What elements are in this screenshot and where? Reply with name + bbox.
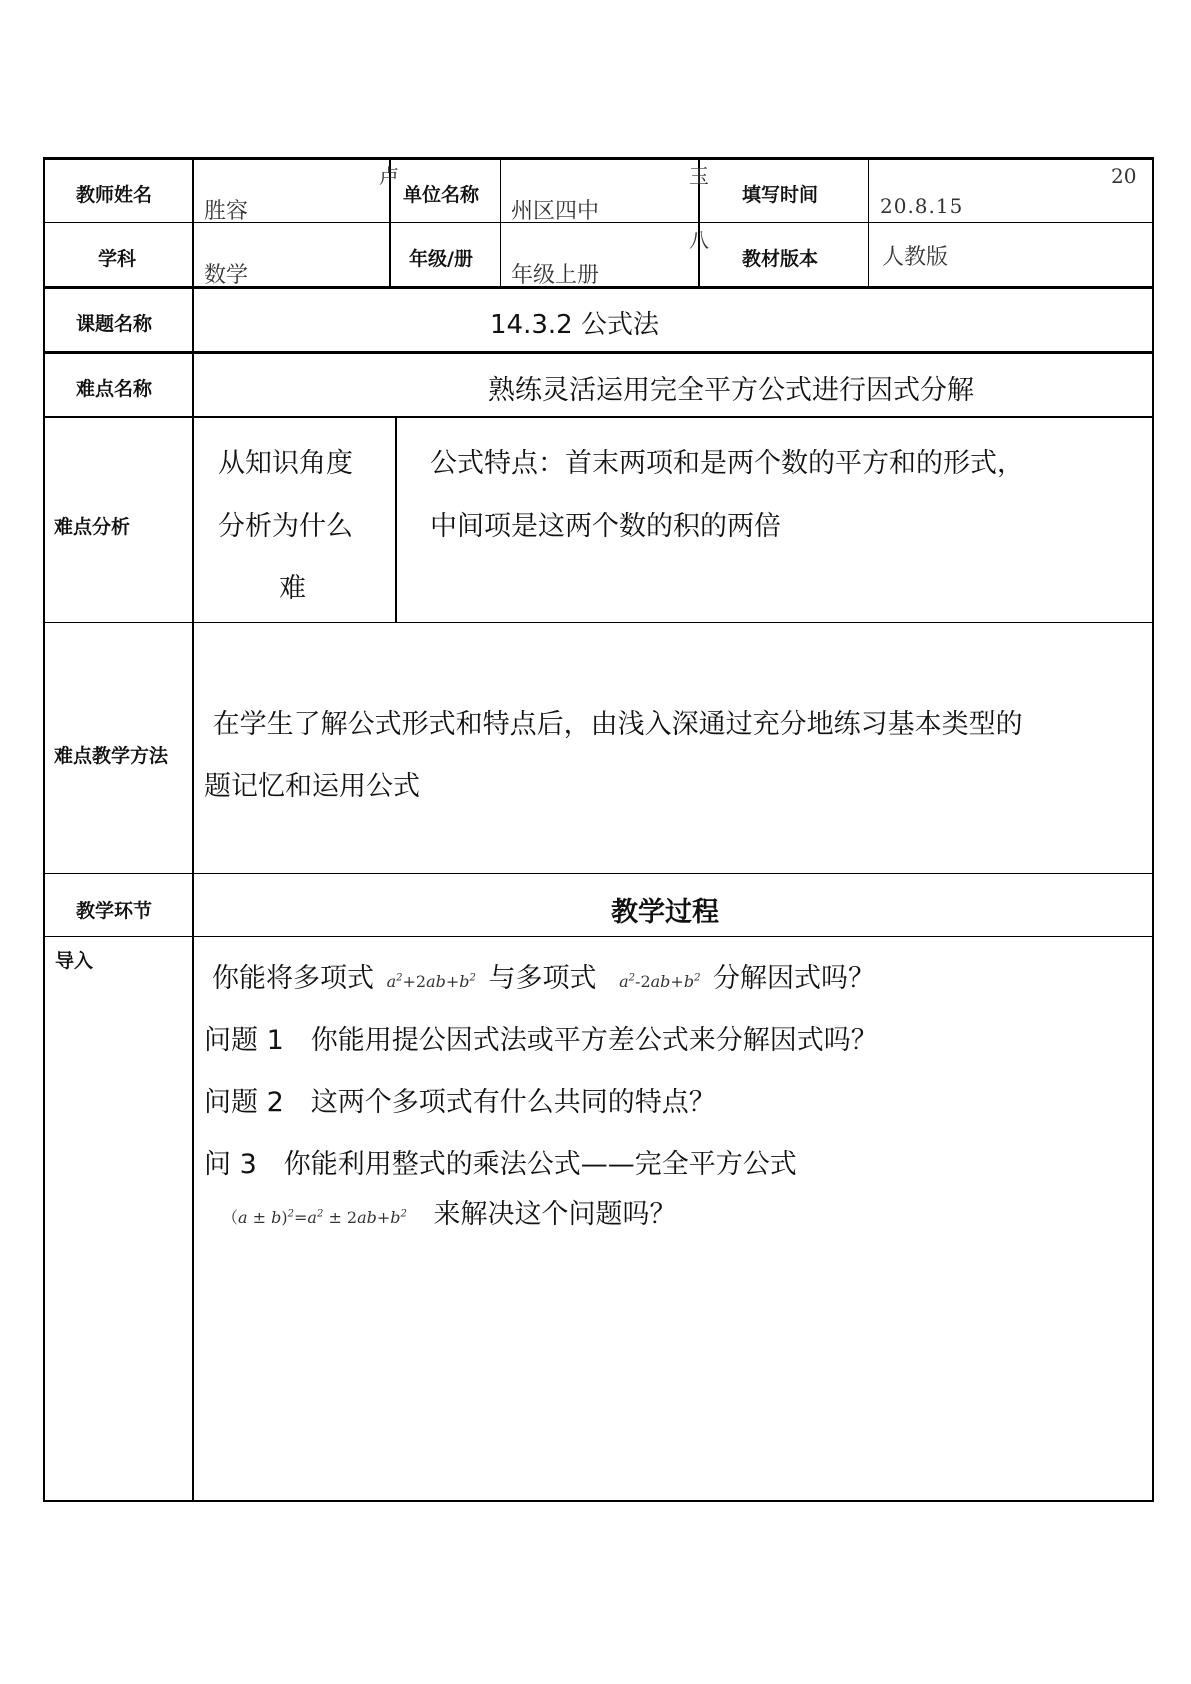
intro-q0-middle: 与多项式 [488, 963, 597, 994]
unit-name-label: 单位名称 [403, 184, 480, 206]
row-divider-5 [43, 622, 1154, 623]
analysis-sub-line-3: 难 [279, 573, 306, 604]
analysis-sub-line-1: 从知识角度 [218, 448, 353, 479]
row-divider-7 [43, 936, 1154, 937]
process-label: 教学过程 [611, 897, 719, 928]
difficulty-label: 难点名称 [76, 378, 153, 400]
fill-time-year: 20 [1111, 164, 1137, 188]
unit-name-mark: 玉 [689, 164, 709, 188]
analysis-label: 难点分析 [54, 516, 131, 538]
row-divider-3 [43, 351, 1154, 354]
row-divider-4 [43, 416, 1154, 418]
topic-value: 14.3.2 公式法 [490, 310, 659, 340]
teacher-name-mark: 卢 [379, 164, 399, 188]
grade-value: 年级上册 [511, 263, 600, 288]
difficulty-value: 熟练灵活运用完全平方公式进行因式分解 [488, 375, 974, 406]
table-border-bottom [43, 1500, 1154, 1502]
method-label: 难点教学方法 [54, 745, 169, 767]
row-divider-6 [43, 873, 1154, 874]
table-border-right [1152, 157, 1154, 1502]
formula-perfect-square: $(a \pm b)^2=a^2 \pm 2ab+b^2$ [222, 1208, 407, 1227]
table-border-left [43, 157, 45, 1502]
analysis-content-line-1: 公式特点：首末两项和是两个数的平方和的形式， [430, 448, 1024, 479]
grade-label: 年级/册 [409, 248, 473, 270]
header-divider-b [500, 157, 501, 288]
analysis-sub-divider [395, 416, 397, 623]
intro-question-0 [212, 956, 875, 995]
fill-time-label: 填写时间 [742, 184, 819, 206]
intro-question-3: 问 3 你能利用整式的乘法公式——完全平方公式 [204, 1149, 797, 1180]
intro-question-3-continued [222, 1192, 677, 1231]
intro-q0-suffix: 分解因式吗？ [713, 963, 876, 994]
analysis-content-line-2: 中间项是这两个数的积的两倍 [430, 511, 781, 542]
teacher-name-value: 胜容 [204, 199, 249, 224]
formula-sum-square: $a^2+2ab+b^2$ [386, 972, 476, 991]
method-line-1: 在学生了解公式形式和特点后，由浅入深通过充分地练习基本类型的 [204, 709, 1023, 740]
table-border-top [43, 157, 1154, 160]
grade-mark: 八 [689, 228, 709, 252]
method-line-2: 题记忆和运用公式 [204, 771, 420, 802]
textbook-label: 教材版本 [742, 248, 819, 270]
intro-question-1: 问题 1 你能用提公因式法或平方差公式来分解因式吗？ [204, 1025, 878, 1056]
stage-label: 教学环节 [76, 900, 153, 922]
unit-name-value: 州区四中 [511, 199, 600, 224]
analysis-sub-line-2: 分析为什么 [218, 511, 353, 542]
fill-time-value: 20.8.15 [880, 194, 964, 218]
intro-q3-suffix: 来解决这个问题吗？ [433, 1199, 677, 1230]
formula-diff-square: $a^2-2ab+b^2$ [619, 972, 701, 991]
teacher-name-label: 教师姓名 [76, 184, 153, 206]
header-divider-d [868, 157, 869, 288]
intro-label: 导入 [55, 950, 94, 972]
subject-label: 学科 [98, 248, 137, 270]
textbook-value: 人教版 [882, 245, 949, 270]
intro-q0-prefix: 你能将多项式 [212, 963, 374, 994]
intro-question-2: 问题 2 这两个多项式有什么共同的特点？ [204, 1087, 716, 1118]
label-column-divider [192, 157, 194, 1502]
subject-value: 数学 [204, 263, 249, 288]
topic-label: 课题名称 [76, 313, 153, 335]
